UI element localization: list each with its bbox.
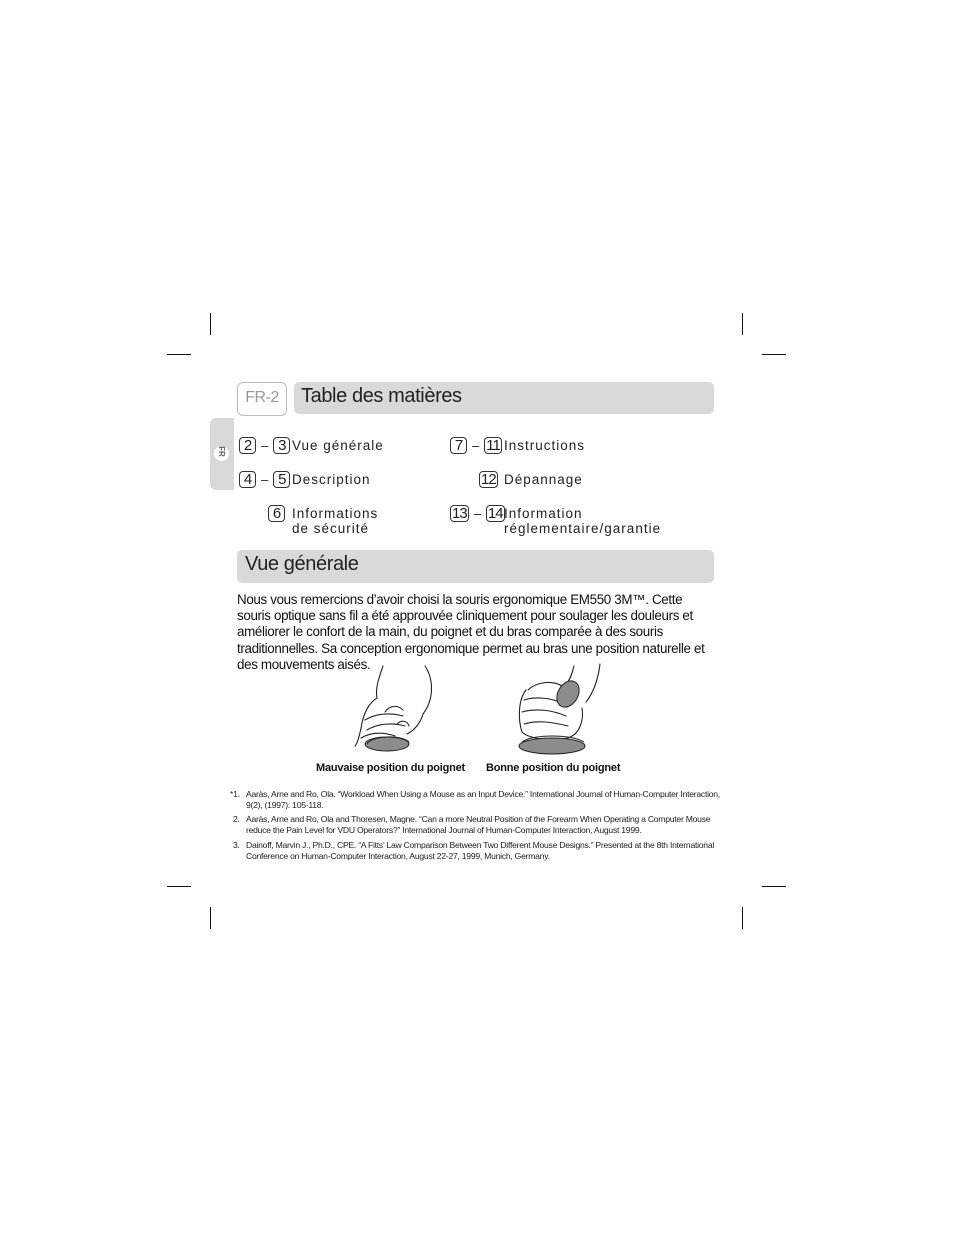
- crop-mark: [742, 313, 743, 335]
- language-code: FR: [217, 446, 226, 457]
- toc-entry-label-line2: de sécurité: [292, 521, 370, 536]
- language-tab: [210, 418, 234, 490]
- mouse-shape: [365, 737, 409, 751]
- crop-mark: [167, 886, 191, 887]
- crop-mark: [210, 313, 211, 335]
- toc-entry-pages: [479, 471, 498, 488]
- page-ref: 11: [486, 437, 500, 454]
- bad-position-caption: Mauvaise position du poignet: [316, 762, 466, 774]
- toc-entry-pages: [239, 471, 290, 488]
- footnote-text: Aaràs, Arne and Ro, Ola. “Workload When Using a Mouse as an Input Device.” International Journal of Human-Computer Interaction, 9(2), (1997): 105-118.: [246, 789, 720, 810]
- page-number-box: [237, 382, 287, 416]
- toc-entry-label[interactable]: Instructions: [504, 438, 586, 453]
- page-ref: 12: [481, 471, 496, 488]
- mouse-shape: [552, 677, 583, 711]
- page-ref: 3: [273, 437, 290, 454]
- page-ref: 4: [239, 471, 256, 488]
- toc-entry-label[interactable]: Description: [292, 472, 371, 487]
- toc-entry-pages: [268, 505, 285, 522]
- overview-title: Vue générale: [245, 553, 359, 575]
- language-badge: [214, 446, 229, 461]
- toc-entry-label-line2: réglementaire/garantie: [504, 521, 662, 536]
- range-dash: –: [473, 506, 481, 521]
- crop-mark: [762, 886, 786, 887]
- toc-entry-label[interactable]: Vue générale: [292, 438, 384, 453]
- crop-mark: [167, 354, 191, 355]
- crop-mark: [210, 907, 211, 929]
- toc-entry-label[interactable]: Information: [504, 506, 583, 521]
- page-ref: 13: [452, 505, 467, 522]
- overview-paragraph: Nous vous remercions d’avoir choisi la souris ergonomique EM550 3M™. Cette souris optique sans fil a été approuvée cliniquement pour soulager les douleurs et améliorer le confort de la main, du poignet et du bras comparée à des souris traditionnelles. Sa conception ergonomique permet au bras une position naturelle et des mouvements aisés.: [237, 592, 705, 672]
- footnote: [233, 840, 736, 862]
- bad-wrist-position-illustration: [345, 658, 445, 758]
- page-ref: 2: [239, 437, 256, 454]
- footnote-number: 3.: [233, 840, 240, 850]
- toc-entry-pages: [450, 437, 502, 454]
- footnote-text: Aaràs, Arne and Ro, Ola and Thoresen, Magne. “Can a more Neutral Position of the Forearm When Operating a Computer Mouse reduce the Pain Level for VDU Operators?” International Journal of Human-Computer Interaction, August 1999.: [246, 814, 711, 835]
- page-number: FR-2: [245, 389, 279, 406]
- toc-entry-pages: [239, 437, 290, 454]
- range-dash: –: [261, 472, 269, 487]
- toc-entry-pages: [450, 505, 505, 522]
- toc-entry-label[interactable]: Informations: [292, 506, 379, 521]
- good-wrist-position-illustration: [512, 660, 612, 760]
- toc-title: Table des matières: [301, 385, 462, 407]
- crop-mark: [762, 354, 786, 355]
- page-ref: 5: [273, 471, 290, 488]
- crop-mark: [742, 907, 743, 929]
- good-position-caption: Bonne position du poignet: [486, 762, 621, 774]
- footnote-number: *1.: [230, 789, 240, 799]
- range-dash: –: [472, 438, 480, 453]
- footnote-text: Dainoff, Marvin J., Ph.D., CPE. “A Fitts’ Law Comparison Between Two Different Mouse Designs.” Presented at the 8th International Conference on Human-Computer Interaction, August 22-27, 1999, Munich, Germany.: [246, 840, 715, 861]
- toc-entry-label[interactable]: Dépannage: [504, 472, 583, 487]
- footnote-number: 2.: [233, 814, 240, 824]
- page-ref: 14: [487, 505, 503, 522]
- footnote: [233, 814, 736, 836]
- page-ref: 7: [450, 437, 467, 454]
- range-dash: –: [261, 438, 269, 453]
- page-ref: 6: [268, 505, 285, 522]
- mouse-base: [519, 738, 585, 754]
- footnote: [230, 789, 736, 811]
